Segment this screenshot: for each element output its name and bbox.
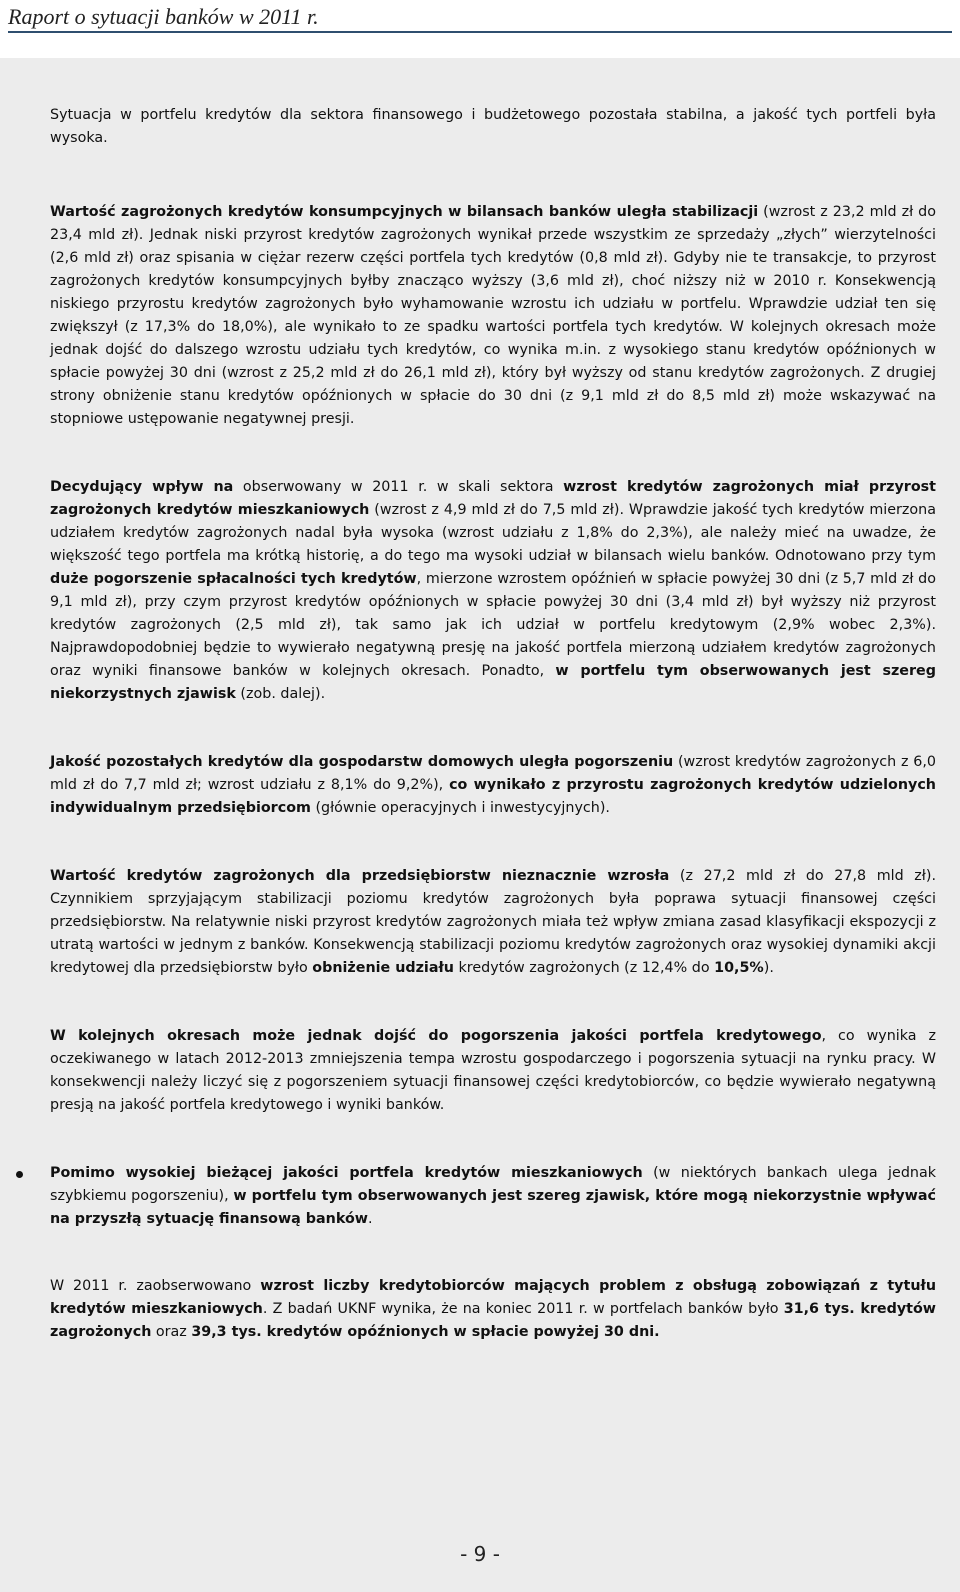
text-run: W 2011 r. zaobserwowano: [50, 1278, 261, 1294]
text-run: (wzrost z 23,2 mld zł do 23,4 mld zł). Jednak niski przyrost kredytów zagrożonych wynikał przede wszystkim ze sprzedaży „złych” wierzytelności (2,6 mld zł) oraz spisania w ciężar rezerw części portfela tych kredytów (0,8 mld zł). Gdyby nie te transakcje, to przyrost zagrożonych kredytów konsumpcyjnych byłby znacząco wyższy (3,6 mld zł), choć niższy niż w 2010 r. Konsekwencją niskiego przyrostu kredytów zagrożonych było wyhamowanie wzrostu ich udziału w portfelu. Wprawdzie udział ten się zwiększył (z 17,3% do 18,0%), ale wynikało to ze spadku wartości portfela tych kredytów. W kolejnych okresach może jednak dojść do dalszego wzrostu udziału tych kredytów, co wynika m.in. z wysokiego stanu kredytów opóźnionych w spłacie powyżej 30 dni (wzrost z 25,2 mld zł do 26,1 mld zł), który był wyższy od stanu kredytów zagrożonych. Z drugiej strony obniżenie stanu kredytów opóźnionych w spłacie do 30 dni (z 9,1 mld zł do 8,5 mld zł) może wskazywać na stopniowe ustępowanie negatywnej presji.: [50, 204, 936, 427]
bullet-item: [50, 1162, 936, 1231]
text-run: kredytów zagrożonych (z 12,4% do: [453, 960, 715, 976]
text-run: ).: [763, 960, 774, 976]
bold-text-run: 39,3 tys. kredytów opóźnionych w spłacie powyżej 30 dni.: [191, 1324, 660, 1340]
bold-text-run: w portfelu tym obserwowanych jest szereg zjawisk, które mogą niekorzystnie wpływać na przyszłą sytuację finansową banków: [50, 1188, 936, 1227]
bold-text-run: obniżenie udziału: [312, 960, 454, 976]
paragraph-outlook: [50, 1025, 936, 1117]
text-run: oraz: [151, 1324, 192, 1340]
paragraph-housing-risks: [50, 1162, 936, 1231]
bullet-dot-icon: [16, 1171, 23, 1178]
paragraph-corporate-loans: [50, 865, 936, 980]
text-run: (głównie operacyjnych i inwestycyjnych).: [310, 800, 610, 816]
page-number: - 9 -: [460, 1542, 500, 1566]
text-run: (zob. dalej).: [235, 686, 326, 702]
header-rule: [8, 31, 952, 33]
bold-text-run: 31,6 tys. kredytów zagrożonych: [50, 1301, 937, 1340]
bold-text-run: wzrost kredytów zagrożonych miał przyrost zagrożonych kredytów mieszkaniowych: [50, 479, 937, 518]
text-run: (w niektórych bankach ulega jednak szybkiemu pogorszeniu),: [50, 1165, 936, 1204]
text-run: .: [368, 1211, 373, 1227]
text-run: Sytuacja w portfelu kredytów dla sektora finansowego i budżetowego pozostała stabilna, a jakość tych portfeli była wysoka.: [50, 107, 936, 146]
bold-text-run: Wartość zagrożonych kredytów konsumpcyjnych w bilansach banków uległa stabilizacji: [50, 204, 759, 220]
bold-text-run: 10,5%: [714, 960, 764, 976]
bold-text-run: w portfelu tym obserwowanych jest szereg niekorzystnych zjawisk: [50, 663, 936, 702]
bold-text-run: Jakość pozostałych kredytów dla gospodarstw domowych uległa pogorszeniu: [50, 754, 674, 770]
text-run: (wzrost kredytów zagrożonych z 6,0 mld zł do 7,7 mld zł; wzrost udziału z 8,1% do 9,2%),: [50, 754, 936, 793]
text-run: , mierzone wzrostem opóźnień w spłacie powyżej 30 dni (z 5,7 mld zł do 9,1 mld zł), przy czym przyrost kredytów opóźnionych w spłacie powyżej 30 dni (3,4 mld zł) był wyższy niż przyrost kredytów zagrożonych (2,5 mld zł), tak samo jak ich udział w portfelu kredytowym (2,9% wobec 2,3%). Najprawdopodobniej będzie to wywierało negatywną presję na jakość portfela mierzoną udziałem kredytów zagrożonych oraz wyniki finansowe banków w kolejnych okresach. Ponadto,: [50, 571, 936, 679]
paragraph-borrowers-problems: [50, 1275, 936, 1344]
paragraph-other-household-loans: [50, 751, 936, 820]
bold-text-run: Decydujący wpływ na: [50, 479, 234, 495]
report-body: [50, 104, 936, 1344]
text-run: . Z badań UKNF wynika, że na koniec 2011 r. w portfelach banków było: [262, 1301, 784, 1317]
paragraph-consumer-loans: [50, 201, 936, 431]
text-run: , co wynika z oczekiwanego w latach 2012-2013 zmniejszenia tempa wzrostu gospodarczego i pogorszenia sytuacji na rynku pracy. W konsekwencji należy liczyć się z pogorszeniem sytuacji finansowej części kredytobiorców, co będzie wywierało negatywną presją na jakość portfela kredytowego i wyniki banków.: [50, 1028, 936, 1113]
bold-text-run: wzrost liczby kredytobiorców mających problem z obsługą zobowiązań z tytułu kredytów mieszkaniowych: [50, 1278, 936, 1317]
bold-text-run: W kolejnych okresach może jednak dojść do pogorszenia jakości portfela kredytowego: [50, 1028, 822, 1044]
text-run: (wzrost z 4,9 mld zł do 7,5 mld zł). Wprawdzie jakość tych kredytów mierzona udziałem kredytów zagrożonych nadal była wysoka (wzrost udziału z 1,8% do 2,3%), ale należy mieć na uwadze, że większość tego portfela ma krótką historię, a do tego ma wysoki udział w bilansach wielu banków. Odnotowano przy tym: [50, 502, 936, 564]
bold-text-run: duże pogorszenie spłacalności tych kredytów: [50, 571, 417, 587]
report-title: Raport o sytuacji banków w 2011 r.: [8, 4, 319, 29]
paragraph-housing-loans: [50, 476, 936, 706]
bold-text-run: co wynikało z przyrostu zagrożonych kredytów udzielonych indywidualnym przedsiębiorcom: [50, 777, 936, 816]
page-header: [0, 0, 960, 58]
paragraph-sector-portfolios: [50, 104, 936, 150]
text-run: (z 27,2 mld zł do 27,8 mld zł). Czynnikiem sprzyjającym stabilizacji poziomu kredytów zagrożonych była poprawa sytuacji finansowej części przedsiębiorstw. Na relatywnie niski przyrost kredytów zagrożonych miała też wpływ zmiana zasad klasyfikacji ekspozycji z utratą wartości w jednym z banków. Konsekwencją stabilizacji poziomu kredytów zagrożonych oraz wysokiej dynamiki akcji kredytowej dla przedsiębiorstw było: [50, 868, 936, 976]
bold-text-run: Wartość kredytów zagrożonych dla przedsiębiorstw nieznacznie wzrosła: [50, 868, 670, 884]
bold-text-run: Pomimo wysokiej bieżącej jakości portfela kredytów mieszkaniowych: [50, 1165, 643, 1181]
text-run: obserwowany w 2011 r. w skali sektora: [233, 479, 564, 495]
